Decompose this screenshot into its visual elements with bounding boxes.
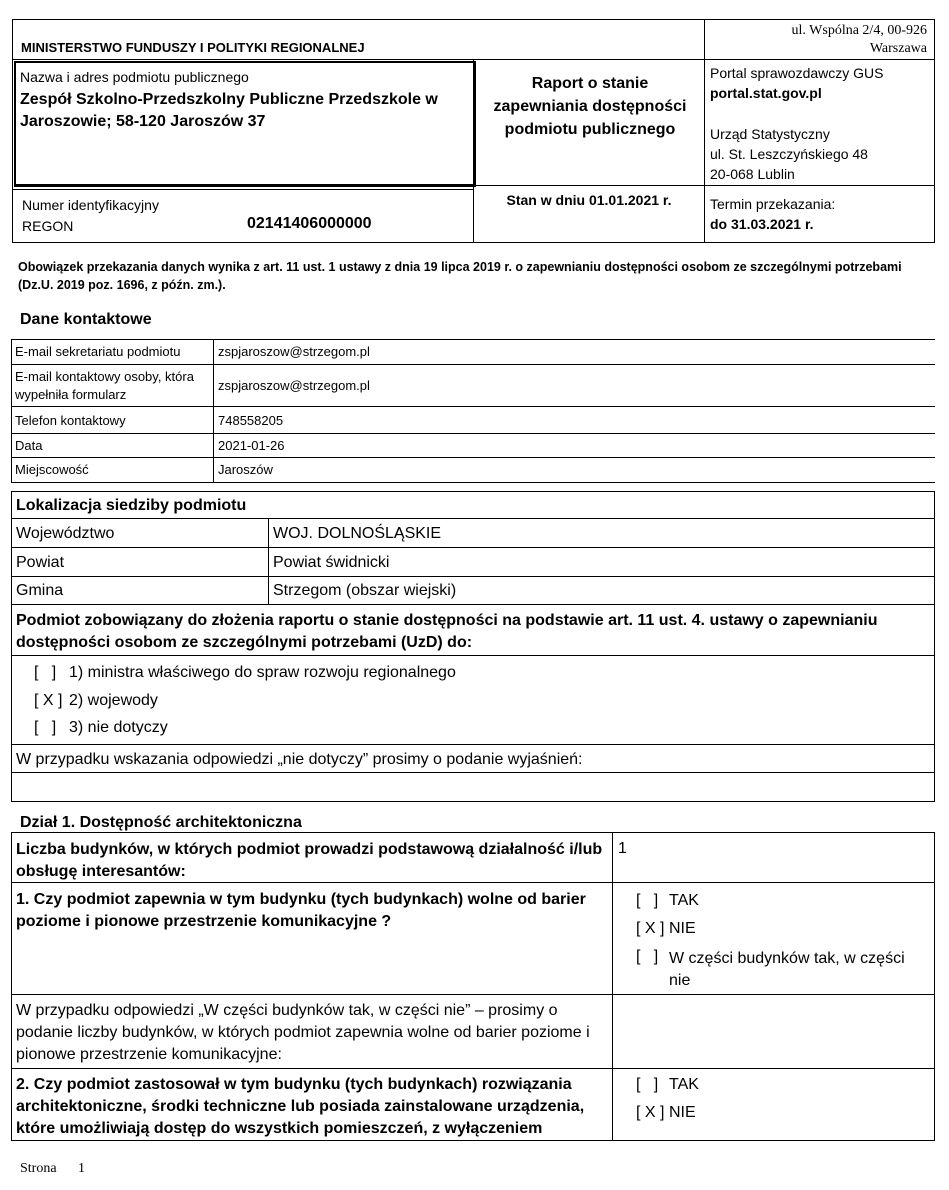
location-section-title: Lokalizacja siedziby podmiotu [16,497,247,514]
portal-label: Portal sprawozdawczy GUS [710,65,884,81]
buildings-question: Liczba budynków, w których podmiot prowadzi podstawową działalność i/lub obsługę interesantów: [16,841,603,880]
deadline-value: do 31.03.2021 r. [710,216,814,232]
contact-section-title: Dane kontaktowe [20,311,152,328]
portal-url[interactable]: portal.stat.gov.pl [710,85,822,101]
page-label: Strona [20,1161,57,1176]
office-name: Urząd Statystyczny [710,126,830,142]
contact-value-phone: 748558205 [218,413,284,428]
legal-basis: Obowiązek przekazania danych wynika z art. 11 ust. 1 ustawy z dnia 19 lipca 2019 r. o zapewnianiu dostępności osobom ze szczególnymi potrzebami (Dz.U. 2019 poz. 1696, z późn. zm.). [18,260,902,292]
contact-label-phone: Telefon kontaktowy [15,413,126,428]
location-value-commune: Strzegom (obszar wiejski) [273,582,457,599]
checkbox-mark[interactable]: [ ] [636,948,659,965]
location-label-voivodeship: Województwo [16,525,115,542]
checkbox-mark[interactable]: [ ] [34,664,57,681]
location-value-county: Powiat świdnicki [273,554,390,571]
contact-value-date: 2021-01-26 [218,438,285,453]
office-street: ul. St. Leszczyńskiego 48 [710,146,868,162]
checkbox-mark[interactable]: [ ] [636,1076,659,1093]
ministry-address-line2: Warszawa [869,41,927,56]
contact-label-date: Data [15,438,43,453]
contact-label-person-email: E-mail kontaktowy osoby, która wypełniła formularz [15,369,194,402]
checkbox-mark[interactable]: [ X ] [636,920,665,937]
location-label-county: Powiat [16,554,65,571]
contact-label-city: Miejscowość [15,462,89,477]
partial-answer-field[interactable] [613,995,934,1067]
option-text: 1) ministra właściwego do spraw rozwoju regionalnego [69,664,456,681]
deadline-label: Termin przekazania: [710,196,836,212]
obligation-text: Podmiot zobowiązany do złożenia raportu o stanie dostępności na podstawie art. 11 ust. 4. ustawy o zapewnianiu dostępności osobom ze szczególnymi potrzebami (UzD) do: [16,612,878,651]
option-text: NIE [669,1104,696,1121]
contact-value-person-email[interactable]: zspjaroszow@strzegom.pl [218,378,370,393]
explain-answer-field[interactable] [12,773,934,801]
buildings-answer[interactable]: 1 [618,840,627,857]
checkbox-mark[interactable]: [ ] [34,719,57,736]
regon-value: 02141406000000 [247,215,372,232]
report-title: Raport o stanie zapewniania dostępności podmiotu publicznego [493,75,687,138]
checkbox-mark[interactable]: [ X ] [636,1104,665,1121]
section1-title: Dział 1. Dostępność architektoniczna [20,814,302,831]
ministry-name: MINISTERSTWO FUNDUSZY I POLITYKI REGIONALNEJ [21,40,365,55]
q1-text: 1. Czy podmiot zapewnia w tym budynku (tych budynkach) wolne od barier poziome i pionowe przestrzenie komunikacyjne ? [16,891,586,930]
option-text: NIE [669,920,696,937]
q2-text: 2. Czy podmiot zastosował w tym budynku (tych budynkach) rozwiązania architektoniczne, środki techniczne lub posiada zainstalowane urządzenia, które umożliwiają dostęp do wszystkich pomieszczeń, z wyłączeniem [16,1076,585,1137]
option-text: 2) wojewody [69,692,158,709]
explain-text: W przypadku wskazania odpowiedzi „nie dotyczy” prosimy o podanie wyjaśnień: [16,751,583,768]
contact-value-secretariat-email[interactable]: zspjaroszow@strzegom.pl [218,344,370,359]
option-text: 3) nie dotyczy [69,719,168,736]
entity-label: Nazwa i adres podmiotu publicznego [20,69,249,85]
office-city: 20-068 Lublin [710,166,795,182]
state-date: Stan w dniu 01.01.2021 r. [506,192,672,208]
checkbox-mark[interactable]: [ ] [636,892,659,909]
contact-value-city: Jaroszów [218,462,273,477]
regon-label: REGON [22,218,74,234]
partial-question: W przypadku odpowiedzi „W części budynków tak, w części nie” – prosimy o podanie liczby budynków, w których podmiot zapewnia wolne od barier poziome i pionowe przestrzenie komunikacyjne: [16,1002,590,1063]
page-number: 1 [78,1161,85,1176]
location-label-commune: Gmina [16,582,64,599]
option-text: TAK [669,1076,699,1093]
ministry-address-line1: ul. Wspólna 2/4, 00-926 [791,23,927,38]
option-text: TAK [669,892,699,909]
checkbox-mark[interactable]: [ X ] [34,692,63,709]
entity-name: Zespół Szkolno-Przedszkolny Publiczne Przedszkole w Jaroszowie; 58-120 Jaroszów 37 [20,91,438,130]
location-value-voivodeship: WOJ. DOLNOŚLĄSKIE [273,525,442,542]
contact-label-secretariat-email: E-mail sekretariatu podmiotu [15,344,181,359]
option-text: W części budynków tak, w części nie [669,950,905,989]
id-label: Numer identyfikacyjny [22,197,159,213]
